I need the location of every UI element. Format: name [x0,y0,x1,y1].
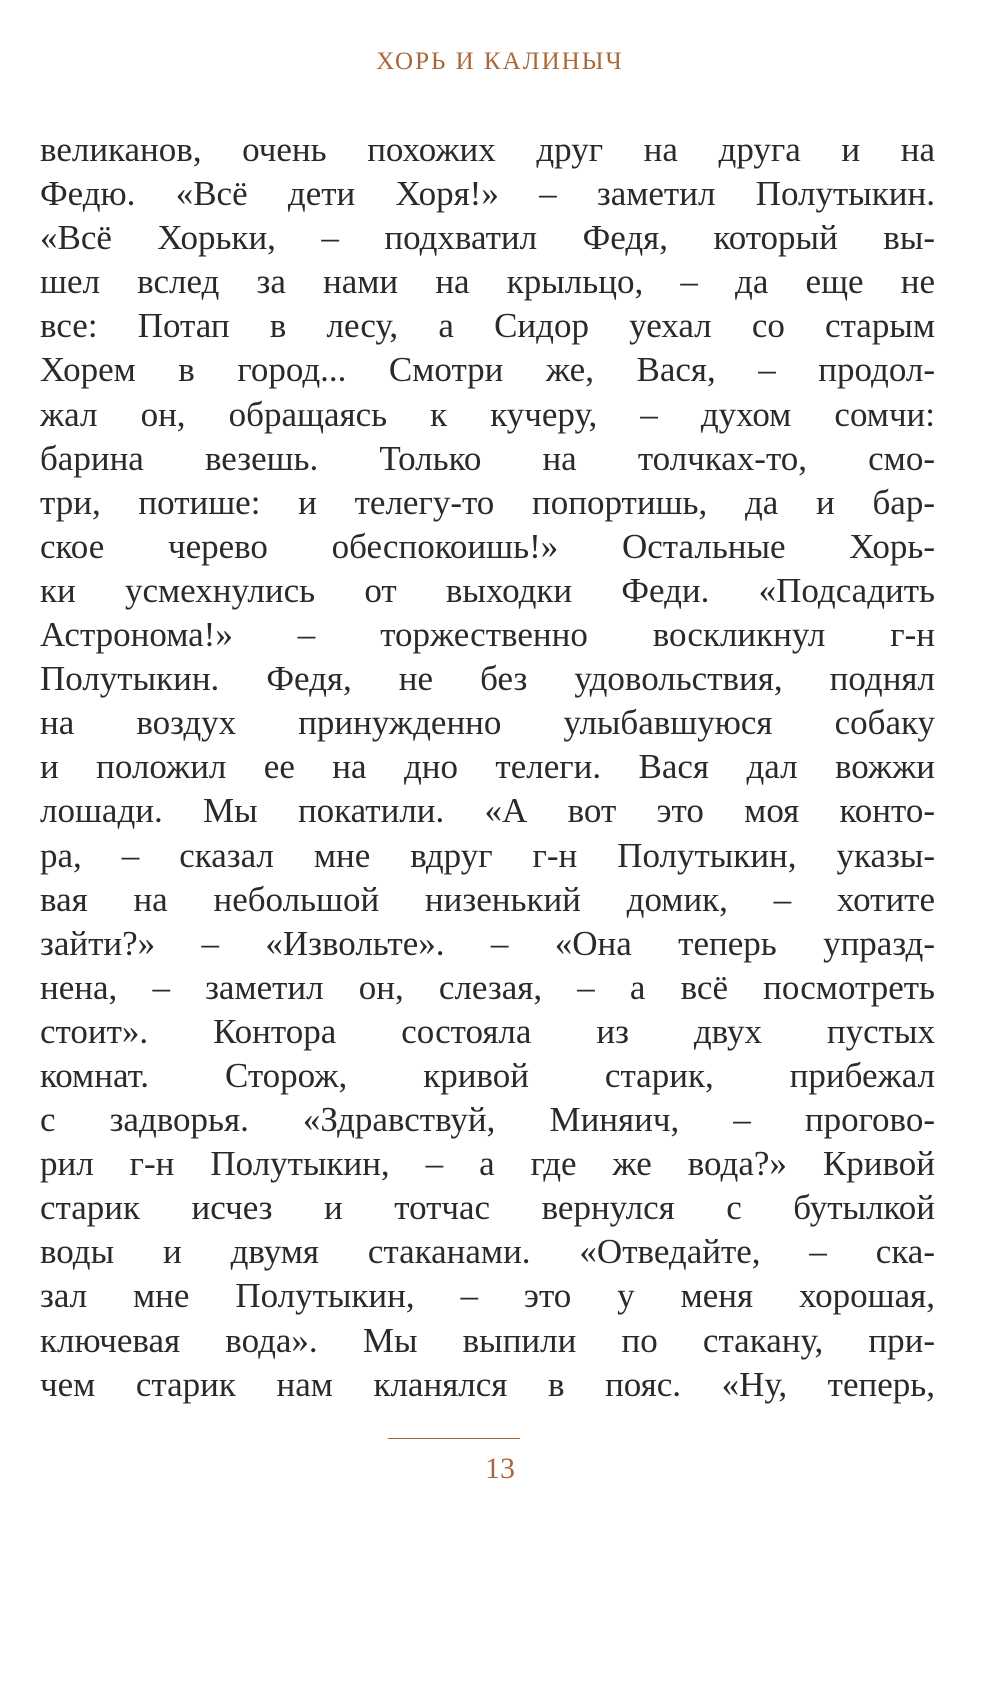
text-line: «Всё Хорьки, – подхватил Федя, который вы- [40,218,935,258]
text-line: и положил ее на дно телеги. Вася дал вожжи [40,747,935,787]
text-line: три, потише: и телегу-то попортишь, да и бар- [40,482,935,522]
text-line: Астронома!» – торжественно воскликнул г-н [40,615,935,655]
page-number: 13 [485,1452,515,1485]
text-line: зайти?» – «Извольте». – «Она теперь упразд- [40,923,935,963]
text-line: ское черево обеспокоишь!» Остальные Хорь- [40,526,935,566]
text-line: ключевая вода». Мы выпили по стакану, при- [40,1320,935,1360]
text-line: зал мне Полутыкин, – это у меня хорошая, [40,1276,935,1316]
text-line: с задворья. «Здравствуй, Миняич, – прогово- [40,1100,935,1140]
text-line: ки усмехнулись от выходки Феди. «Подсадить [40,570,935,610]
text-line: воды и двумя стаканами. «Отведайте, – ска- [40,1232,935,1272]
running-title: ХОРЬ И КАЛИНЫЧ [376,48,624,75]
text-line: стоит». Контора состояла из двух пустых [40,1011,935,1051]
text-line: вая на небольшой низенький домик, – хотите [40,879,935,919]
text-line: лошади. Мы покатили. «А вот это моя конто- [40,791,935,831]
text-line: на воздух принужденно улыбавшуюся собаку [40,703,935,743]
folio-rule [388,1438,520,1439]
text-line: жал он, обращаясь к кучеру, – духом сомчи: [40,394,935,434]
text-line: Федю. «Всё дети Хоря!» – заметил Полутыкин. [40,174,935,214]
text-line: комнат. Сторож, кривой старик, прибежал [40,1055,935,1095]
text-line: Хорем в город... Смотри же, Вася, – продол- [40,350,935,390]
text-line: все: Потап в лесу, а Сидор уехал со старым [40,306,935,346]
text-line: барина везешь. Только на толчках-то, смо- [40,438,935,478]
body-text [40,128,935,1407]
text-line: рил г-н Полутыкин, – а где же вода?» Кривой [40,1144,935,1184]
text-line: Полутыкин. Федя, не без удовольствия, поднял [40,659,935,699]
text-line: старик исчез и тотчас вернулся с бутылкой [40,1188,935,1228]
text-line: нена, – заметил он, слезая, – а всё посмотреть [40,967,935,1007]
text-line: великанов, очень похожих друг на друга и на [40,130,935,169]
text-line: ра, – сказал мне вдруг г-н Полутыкин, указы- [40,835,935,875]
text-line: шел вслед за нами на крыльцо, – да еще не [40,262,935,302]
text-line: чем старик нам кланялся в пояс. «Ну, теперь, [40,1364,935,1404]
